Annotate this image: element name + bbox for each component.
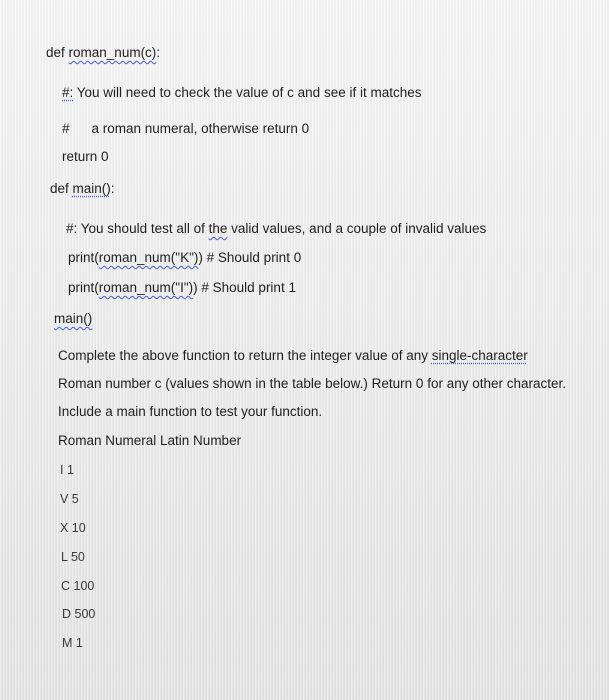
- print-line-1: [68, 249, 301, 267]
- table-row: D 500: [62, 607, 96, 621]
- print1-call: roman_num("K"): [98, 250, 199, 265]
- table-header: Roman Numeral Latin Number: [58, 433, 242, 448]
- instruction-line-3: Include a main function to test your function.: [58, 404, 323, 419]
- print2-suffix: ) # Should print 1: [193, 280, 296, 295]
- comment-hash-2: #: [62, 121, 70, 136]
- keyword-def-main: def: [50, 181, 73, 196]
- test-comment-the: the: [208, 221, 228, 236]
- print-line-2: [68, 279, 296, 297]
- keyword-def: def: [46, 45, 69, 60]
- table-row: M 1: [62, 636, 83, 650]
- comment-line-1: [62, 84, 421, 102]
- test-comment-part-a: #: You should test all of: [66, 221, 209, 236]
- function-name-roman-num: roman_num(c): [68, 45, 157, 60]
- def-main-line: [50, 180, 115, 198]
- table-row: X 10: [60, 521, 86, 535]
- colon-main: :: [110, 181, 115, 196]
- table-row: C 100: [61, 579, 95, 593]
- comment-text-2: a roman numeral, otherwise return 0: [91, 121, 310, 136]
- table-row: V 5: [60, 492, 79, 506]
- test-comment-line: [66, 220, 486, 238]
- table-row: I 1: [60, 463, 74, 477]
- function-name-main: main(): [72, 181, 111, 196]
- print1-prefix: print(: [68, 250, 99, 265]
- comment-hash: #:: [62, 85, 74, 100]
- table-row: L 50: [61, 550, 85, 564]
- test-comment-part-b: valid values, and a couple of invalid values: [227, 221, 487, 236]
- instruction-line-1: [58, 347, 528, 365]
- comment-text-1: You will need to check the value of c and see if it matches: [73, 85, 422, 100]
- return-statement: return 0: [62, 149, 109, 164]
- single-character-term: single-character: [431, 348, 528, 363]
- instruction-1-text: Complete the above function to return the integer value of any: [58, 348, 432, 363]
- colon: :: [156, 45, 161, 60]
- print1-suffix: ) # Should print 0: [198, 250, 302, 265]
- comment-line-2: [62, 120, 309, 138]
- def-roman-num-line: [46, 44, 160, 62]
- print2-prefix: print(: [68, 280, 99, 295]
- main-call-text: main(): [54, 311, 93, 326]
- instruction-line-2: Roman number c (values shown in the table below.) Return 0 for any other character.: [58, 376, 567, 391]
- main-call: [54, 310, 92, 328]
- print2-call: roman_num("I"): [98, 280, 194, 295]
